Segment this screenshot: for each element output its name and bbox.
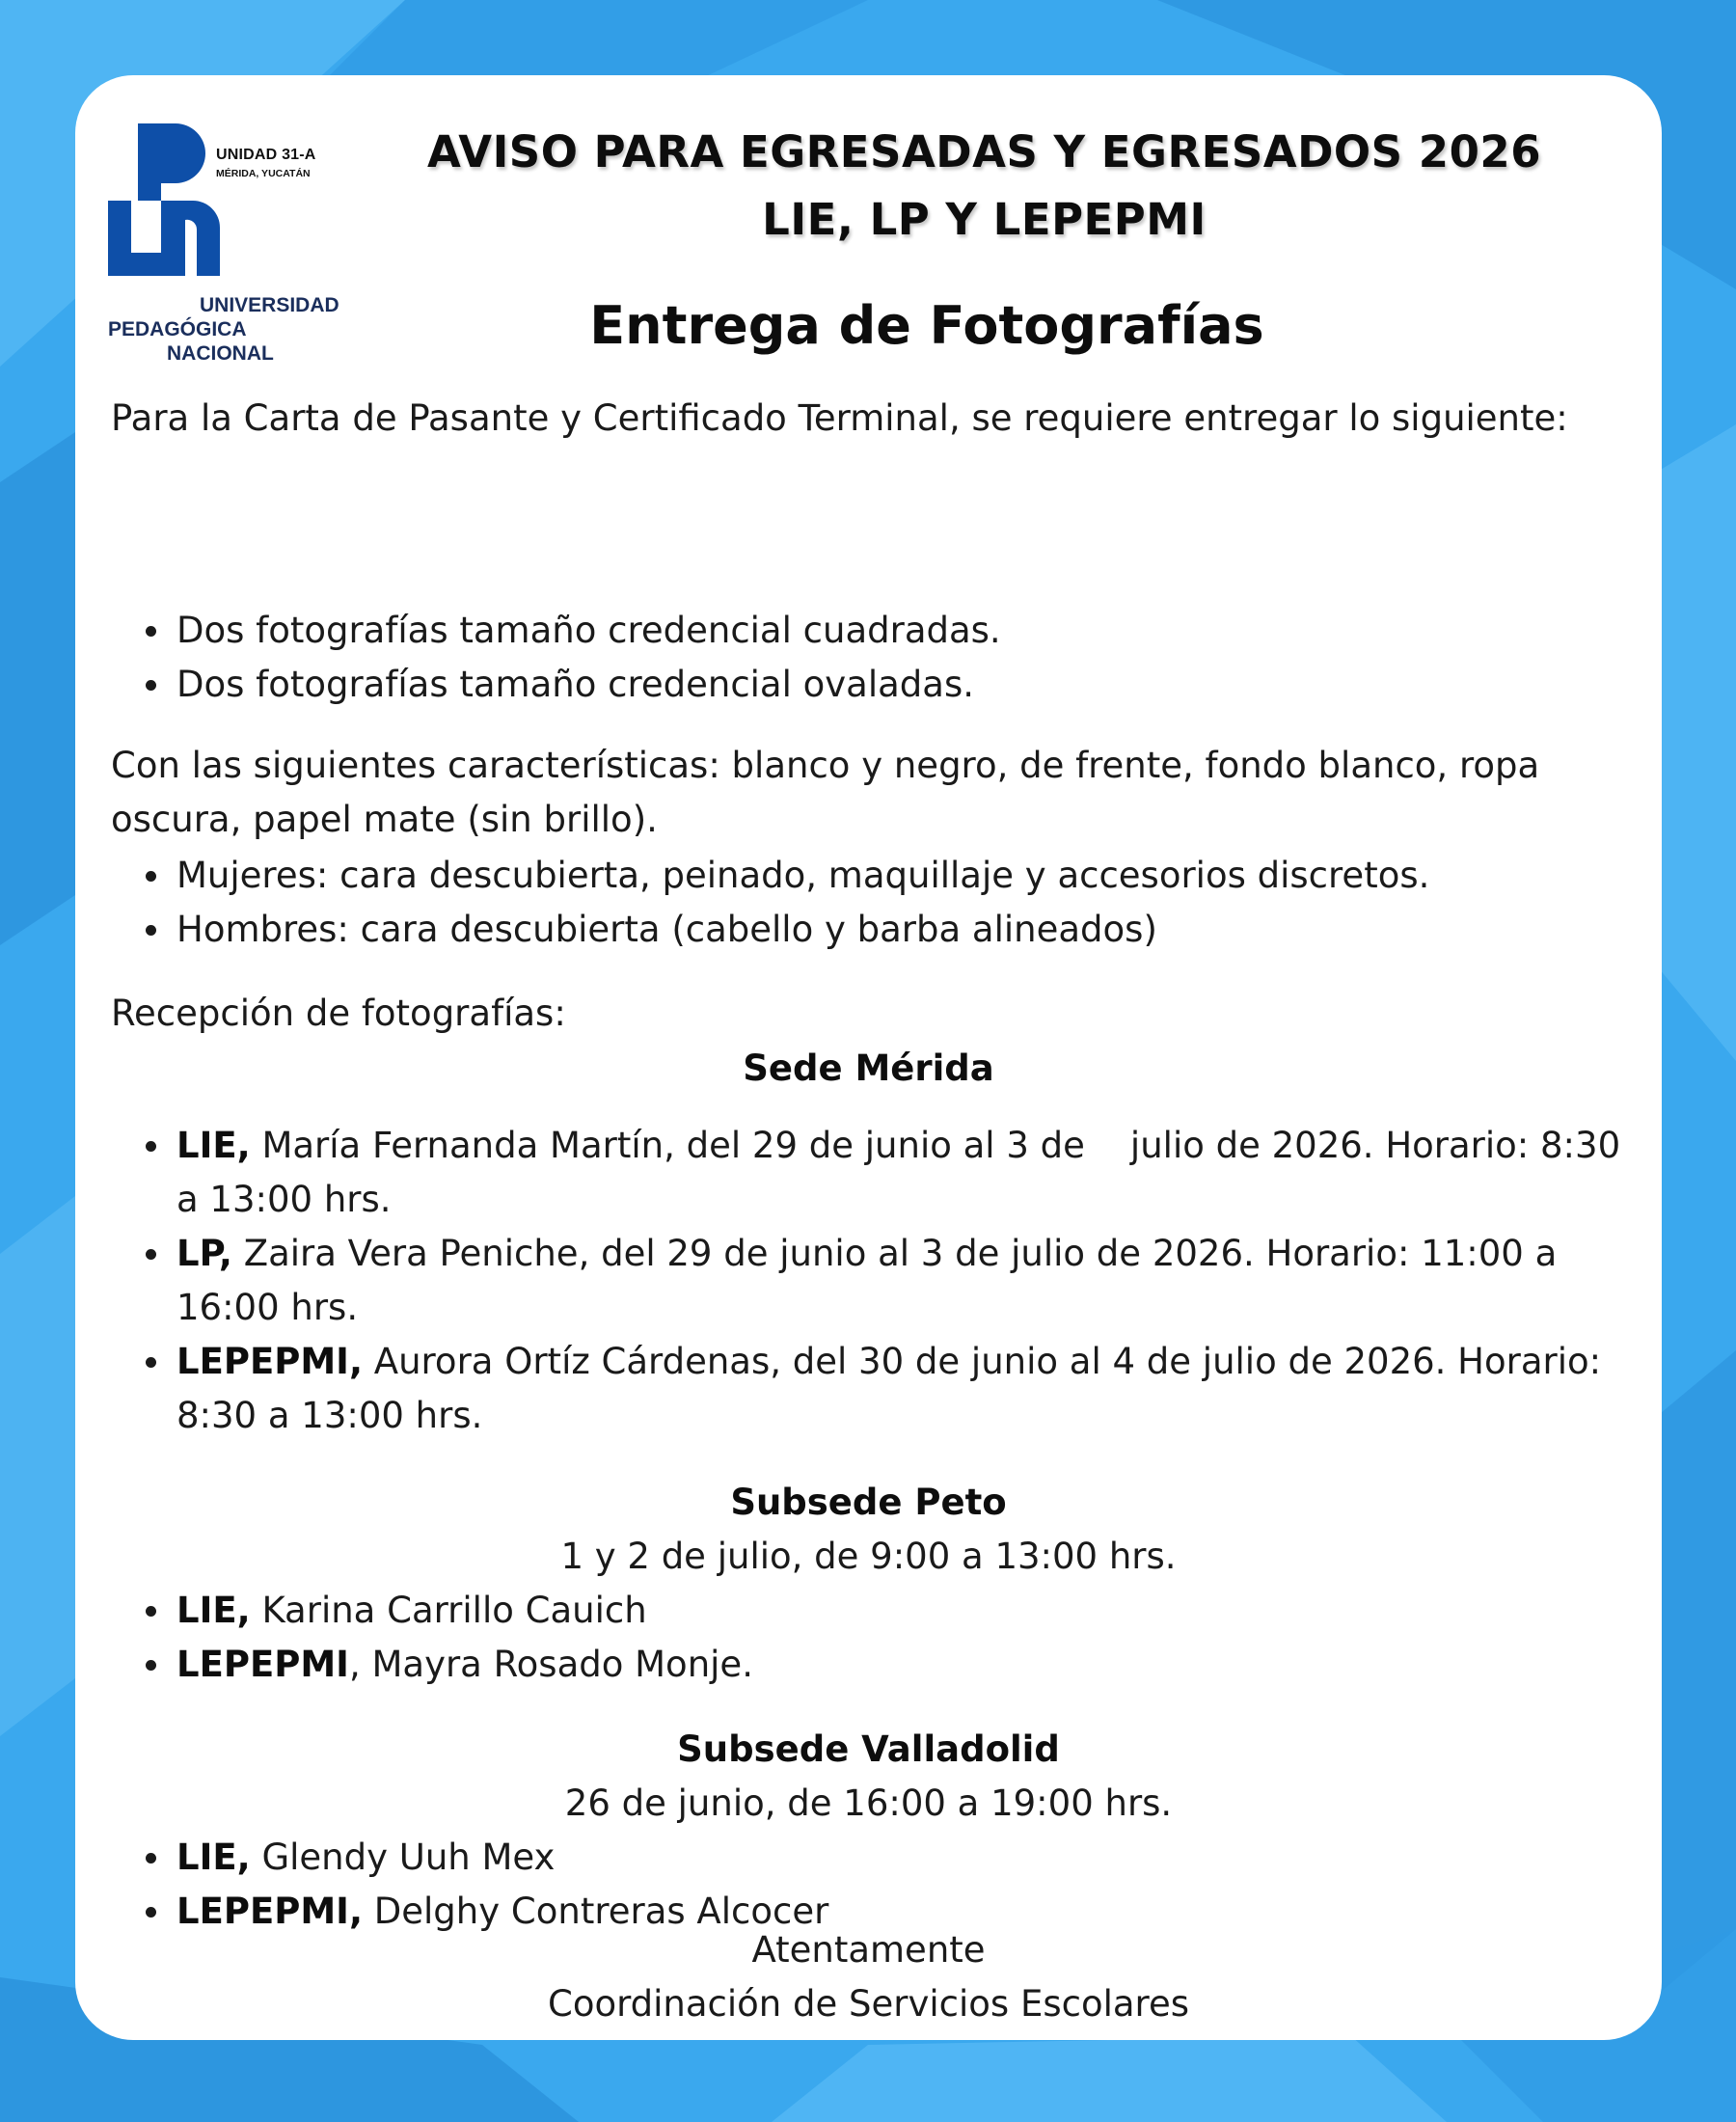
program-label: LIE,: [176, 1590, 251, 1631]
contact-detail: Zaira Vera Peniche, del 29 de junio al 3 de julio de 2026. Horario: 11:00 a 16:00 hrs.: [176, 1233, 1558, 1328]
subsede-peto-list: [111, 1584, 1635, 1692]
program-label: LP,: [176, 1233, 232, 1274]
page-title: Entrega de Fotografías: [589, 295, 1264, 356]
contact-detail: Aurora Ortíz Cárdenas, del 30 de junio al 4 de julio de 2026. Horario: 8:30 a 13:00 hrs.: [176, 1341, 1602, 1436]
list-item: Mujeres: cara descubierta, peinado, maquillaje y accesorios discretos.: [111, 849, 1635, 903]
contact-detail: María Fernanda Martín, del 29 de junio al 3 de julio de 2026. Horario: 8:30 a 13:00 hrs.: [176, 1125, 1621, 1220]
program-label: LEPEPMI: [176, 1644, 349, 1685]
program-label: LIE,: [176, 1125, 251, 1166]
upn-logo-icon: [108, 123, 224, 295]
subsede-peto-list-wrap: [111, 1584, 1635, 1692]
list-item: [111, 1335, 1635, 1443]
intro-paragraph: Para la Carta de Pasante y Certificado Terminal, se requiere entregar lo siguiente:: [111, 397, 1568, 439]
contact-detail: Delghy Contreras Alcocer: [363, 1891, 829, 1932]
list-item: Dos fotografías tamaño credencial cuadradas.: [111, 604, 1635, 658]
list-item: [111, 1831, 1635, 1885]
reception-label: Recepción de fotografías:: [111, 993, 566, 1034]
photos-list-wrap: [111, 604, 1635, 712]
logo-city: MÉRIDA, YUCATÁN: [216, 168, 311, 179]
office-signature: Coordinación de Servicios Escolares: [547, 1983, 1189, 2025]
logo-line-3: NACIONAL: [167, 342, 274, 365]
list-item: Hombres: cara descubierta (cabello y barba alineados): [111, 903, 1635, 957]
subsede-valladolid-title: Subsede Valladolid: [677, 1728, 1060, 1770]
contact-detail: Glendy Uuh Mex: [250, 1836, 556, 1878]
subsede-valladolid-schedule: 26 de junio, de 16:00 a 19:00 hrs.: [564, 1782, 1173, 1824]
university-logo: [108, 123, 339, 365]
sede-merida-list: [111, 1119, 1635, 1443]
sede-merida-list-wrap: [111, 1119, 1635, 1443]
characteristics-paragraph: Con las siguientes características: blanco y negro, de frente, fondo blanco, ropa oscura, papel mate (sin brillo).: [111, 745, 1540, 840]
characteristics-list-wrap: [111, 849, 1635, 957]
list-item: [111, 1638, 1635, 1692]
logo-unit: UNIDAD 31-A: [216, 147, 316, 163]
notice-programs: LIE, LP Y LEPEPMI: [762, 194, 1207, 245]
list-item: Dos fotografías tamaño credencial ovaladas.: [111, 658, 1635, 712]
subsede-peto-schedule: 1 y 2 de julio, de 9:00 a 13:00 hrs.: [560, 1536, 1177, 1577]
logo-line-2: PEDAGÓGICA: [108, 318, 247, 340]
logo-line-1: UNIVERSIDAD: [200, 294, 339, 316]
program-label: LEPEPMI,: [176, 1891, 364, 1932]
program-label: LEPEPMI,: [176, 1341, 364, 1382]
list-item: [111, 1584, 1635, 1638]
program-label: LIE,: [176, 1836, 251, 1878]
closing-text: Atentamente: [751, 1929, 986, 1971]
subsede-peto-title: Subsede Peto: [730, 1482, 1007, 1523]
list-item: [111, 1227, 1635, 1335]
contact-detail: Karina Carrillo Cauich: [250, 1590, 647, 1631]
notice-card: [75, 75, 1662, 2040]
contact-detail: , Mayra Rosado Monje.: [348, 1644, 753, 1685]
photos-list: [111, 604, 1635, 712]
list-item: [111, 1119, 1635, 1227]
characteristics-list: [111, 849, 1635, 957]
sede-merida-title: Sede Mérida: [743, 1047, 994, 1089]
notice-heading: AVISO PARA EGRESADAS Y EGRESADOS 2026: [426, 126, 1542, 177]
